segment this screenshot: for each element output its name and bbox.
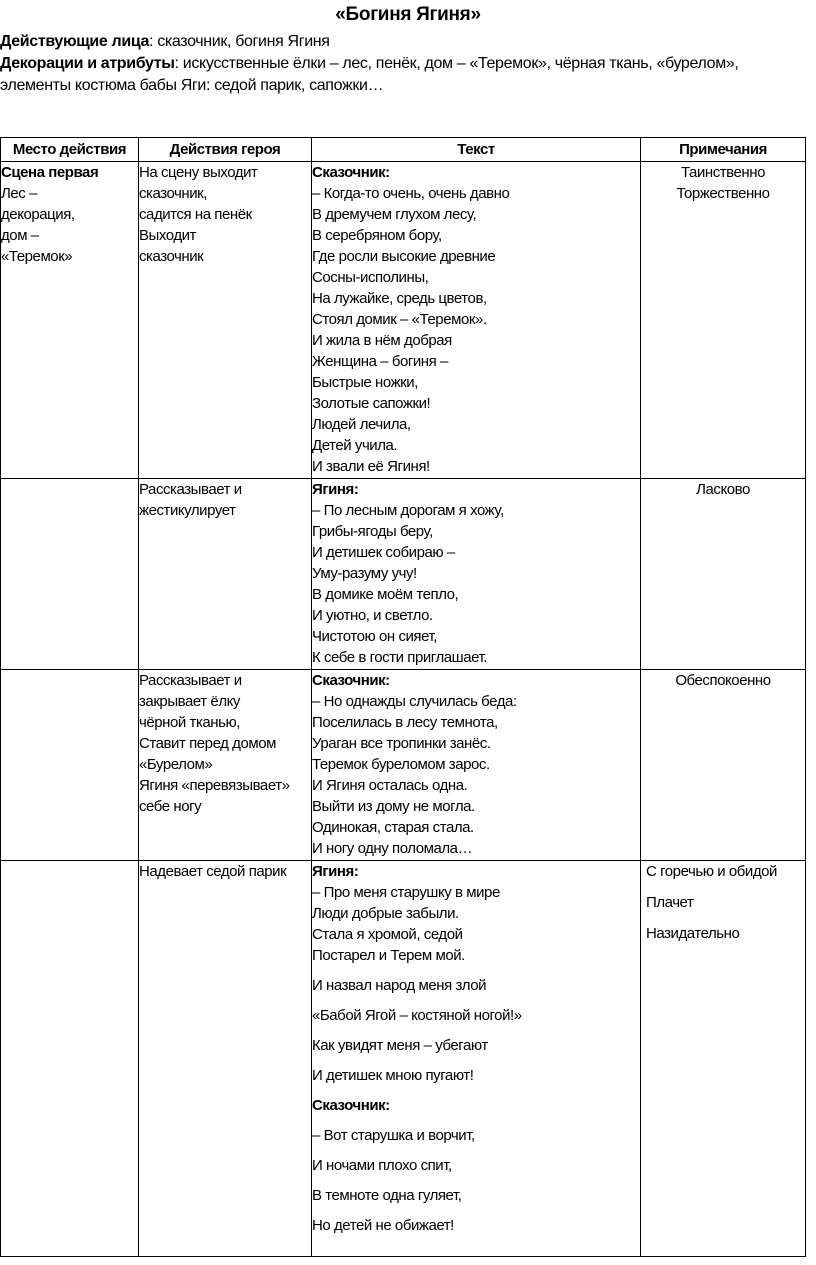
action-line: Надевает седой парик	[139, 863, 287, 880]
verse-line: И уютно, и светло.	[312, 607, 433, 624]
table-header-row	[1, 138, 806, 162]
action-line: сказочник,	[139, 185, 207, 202]
verse-line: И жила в нём добрая	[312, 332, 452, 349]
verse-line: И Ягиня осталась одна.	[312, 777, 468, 794]
verse-line: И звали её Ягиня!	[312, 458, 430, 475]
verse-line: Стоял домик – «Теремок».	[312, 311, 487, 328]
table-row	[1, 479, 806, 670]
text-cell	[312, 162, 641, 479]
verse-line: Быстрые ножки,	[312, 374, 418, 391]
note-line: Ласково	[696, 481, 750, 498]
characters-value: : сказочник, богиня Ягиня	[149, 33, 330, 50]
verse-line: «Бабой Ягой – костяной ногой!»	[312, 1007, 522, 1024]
verse-line: В темноте одна гуляет,	[312, 1187, 462, 1204]
action-line: чёрной тканью,	[139, 714, 240, 731]
action-line: Рассказывает и	[139, 481, 242, 498]
verse-line: Где росли высокие древние	[312, 248, 496, 265]
verse-line: Чистотою он сияет,	[312, 628, 437, 645]
verse-line: Грибы-ягоды беру,	[312, 523, 433, 540]
verse-line: В дремучем глухом лесу,	[312, 206, 477, 223]
verse-line: – Но однажды случилась беда:	[312, 693, 517, 710]
action-line: сказочник	[139, 248, 204, 265]
decorations-label: Декорации и атрибуты	[0, 55, 175, 72]
verse-line: Золотые сапожки!	[312, 395, 431, 412]
text-cell	[312, 861, 641, 1257]
verse-line: И ночами плохо спит,	[312, 1157, 452, 1174]
scene-label: Сцена первая	[1, 164, 99, 181]
verse-line: И назвал народ меня злой	[312, 977, 487, 994]
verse-line: Детей учила.	[312, 437, 398, 454]
decorations-value-line1: : искусственные ёлки – лес, пенёк, дом – «Теремок», чёрная ткань, «бурелом»,	[174, 55, 739, 72]
table-row	[1, 670, 806, 861]
verse-line: И детишек собираю –	[312, 544, 455, 561]
verse-line: Одинокая, старая стала.	[312, 819, 474, 836]
verse-line: – Про меня старушку в мире	[312, 884, 500, 901]
verse-line: Теремок буреломом зарос.	[312, 756, 490, 773]
table-row	[1, 162, 806, 479]
speaker-label: Ягиня:	[312, 481, 359, 498]
header-action: Действия героя	[139, 138, 312, 162]
action-line: Ягиня «перевязывает»	[139, 777, 290, 794]
action-line: садится на пенёк	[139, 206, 252, 223]
place-line: декорация,	[1, 206, 75, 223]
note-line: Плачет	[646, 894, 694, 911]
note-line: Таинственно	[681, 164, 765, 181]
action-line: закрывает ёлку	[139, 693, 240, 710]
verse-line: Как увидят меня – убегают	[312, 1037, 488, 1054]
action-line: Выходит	[139, 227, 196, 244]
notes-cell	[641, 162, 806, 479]
notes-cell	[641, 479, 806, 670]
action-line: На сцену выходит	[139, 164, 258, 181]
action-cell	[139, 162, 312, 479]
verse-line: В серебряном бору,	[312, 227, 442, 244]
action-line: себе ногу	[139, 798, 202, 815]
verse-line: В домике моём тепло,	[312, 586, 459, 603]
place-line: Лес –	[1, 185, 37, 202]
header-text: Текст	[312, 138, 641, 162]
verse-line: И ногу одну поломала…	[312, 840, 473, 857]
characters-line	[0, 31, 812, 53]
notes-cell	[641, 861, 806, 1257]
note-line: Назидательно	[646, 925, 740, 942]
script-table	[0, 137, 806, 1257]
verse-line: Стала я хромой, седой	[312, 926, 463, 943]
speaker-label: Ягиня:	[312, 863, 359, 880]
verse-line: – Вот старушка и ворчит,	[312, 1127, 475, 1144]
place-cell	[1, 479, 139, 670]
action-line: Ставит перед домом	[139, 735, 276, 752]
action-line: жестикулирует	[139, 502, 236, 519]
verse-line: Выйти из дому не могла.	[312, 798, 475, 815]
verse-line: – По лесным дорогам я хожу,	[312, 502, 504, 519]
speaker-label: Сказочник:	[312, 1097, 390, 1114]
verse-line: На лужайке, средь цветов,	[312, 290, 487, 307]
verse-line: Постарел и Терем мой.	[312, 947, 465, 964]
decorations-value-line2: элементы костюма бабы Яги: седой парик, сапожки…	[0, 77, 384, 94]
decorations-block	[0, 53, 812, 97]
place-line: «Теремок»	[1, 248, 73, 265]
text-cell	[312, 479, 641, 670]
table-row	[1, 861, 806, 1257]
verse-line: Поселилась в лесу темнота,	[312, 714, 498, 731]
verse-line: Ураган все тропинки занёс.	[312, 735, 491, 752]
verse-line: Люди добрые забыли.	[312, 905, 459, 922]
verse-line: Женщина – богиня –	[312, 353, 448, 370]
note-line: Обеспокоенно	[675, 672, 771, 689]
page-title: «Богиня Ягиня»	[335, 4, 481, 25]
action-cell	[139, 670, 312, 861]
verse-line: К себе в гости приглашает.	[312, 649, 488, 666]
verse-line: Людей лечила,	[312, 416, 411, 433]
speaker-label: Сказочник:	[312, 672, 390, 689]
place-line: дом –	[1, 227, 39, 244]
verse-line: Но детей не обижает!	[312, 1217, 454, 1234]
place-cell	[1, 861, 139, 1257]
verse-line: – Когда-то очень, очень давно	[312, 185, 510, 202]
note-line: Торжественно	[676, 185, 770, 202]
notes-cell	[641, 670, 806, 861]
verse-line: Уму-разуму учу!	[312, 565, 417, 582]
header-notes: Примечания	[641, 138, 806, 162]
text-cell	[312, 670, 641, 861]
header-place: Место действия	[1, 138, 139, 162]
verse-block-spaced	[312, 975, 640, 1236]
place-cell	[1, 670, 139, 861]
characters-label: Действующие лица	[0, 33, 150, 50]
action-cell	[139, 479, 312, 670]
place-cell	[1, 162, 139, 479]
note-line: С горечью и обидой	[646, 863, 777, 880]
verse-line: Сосны-исполины,	[312, 269, 429, 286]
action-line: «Бурелом»	[139, 756, 213, 773]
action-line: Рассказывает и	[139, 672, 242, 689]
action-cell	[139, 861, 312, 1257]
verse-line: И детишек мною пугают!	[312, 1067, 474, 1084]
speaker-label: Сказочник:	[312, 164, 390, 181]
